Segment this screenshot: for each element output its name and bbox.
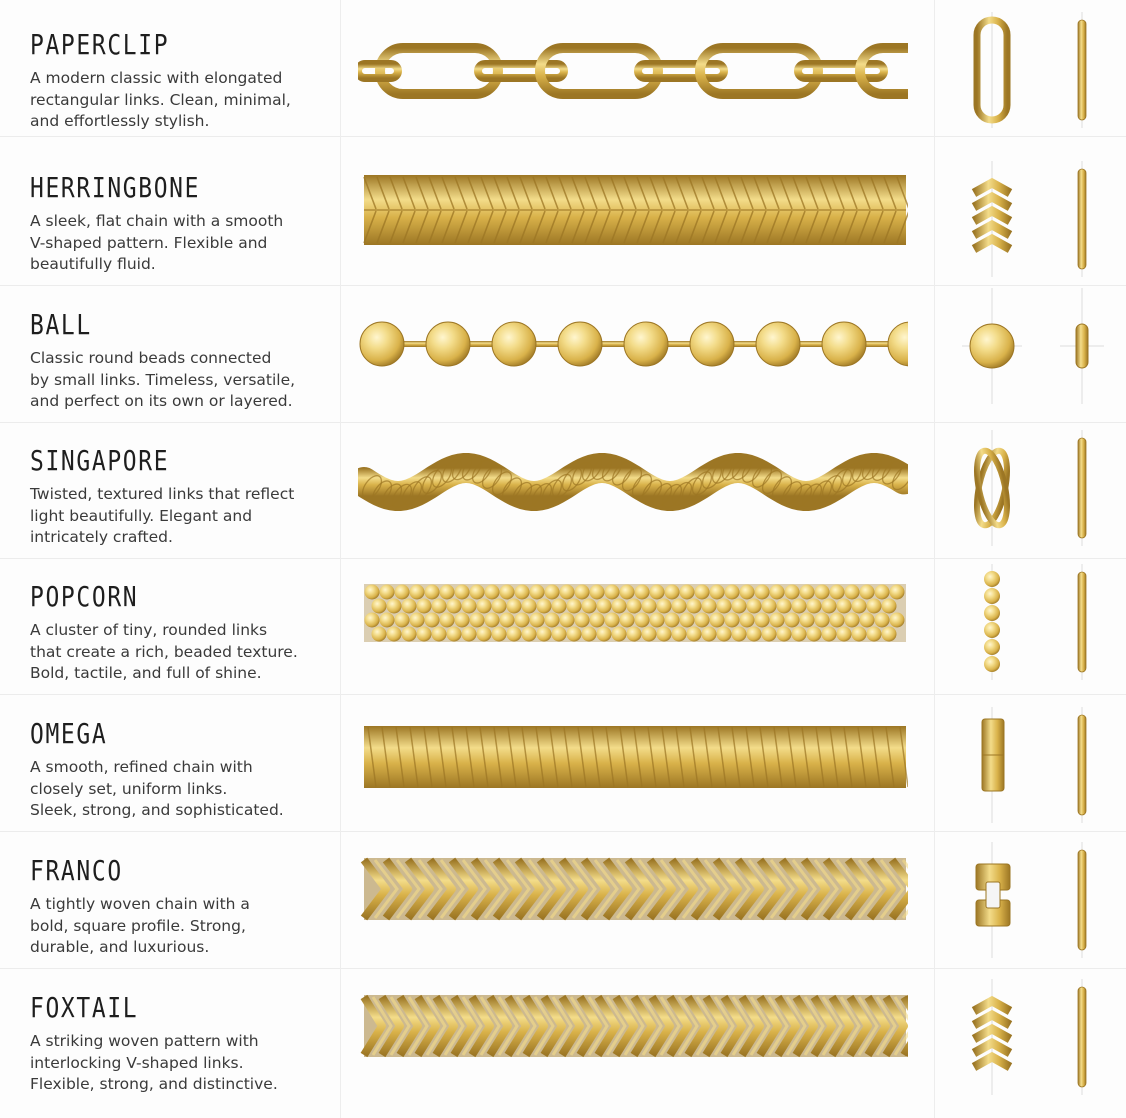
link-front-view-foxtail bbox=[962, 979, 1022, 1095]
link-side-view-ball bbox=[1060, 288, 1104, 404]
chain-info bbox=[30, 444, 330, 549]
chain-info bbox=[30, 308, 330, 413]
chain-description: Classic round beads connected by small links. Timeless, versatile, and perfect on its own or layered. bbox=[30, 349, 296, 410]
chain-row-franco bbox=[0, 832, 1126, 969]
link-side-view-foxtail bbox=[1060, 979, 1104, 1095]
chain-description: Twisted, textured links that reflect light beautifully. Elegant and intricately crafted. bbox=[30, 485, 295, 546]
chain-row-herringbone bbox=[0, 149, 1126, 286]
link-front-view-ball bbox=[962, 288, 1022, 404]
chain-name: OMEGA bbox=[30, 717, 108, 750]
chain-name: BALL bbox=[30, 308, 92, 341]
chain-illustration-franco bbox=[358, 846, 908, 936]
link-front-view-herringbone bbox=[962, 161, 1022, 277]
chain-info bbox=[30, 991, 330, 1096]
chain-row-omega bbox=[0, 695, 1126, 832]
chain-name: FRANCO bbox=[30, 854, 123, 887]
chain-info bbox=[30, 171, 330, 276]
chain-name: POPCORN bbox=[30, 580, 139, 613]
chain-row-popcorn bbox=[0, 558, 1126, 695]
chain-info bbox=[30, 854, 330, 959]
link-side-view-omega bbox=[1060, 707, 1104, 823]
chain-illustration-ball bbox=[358, 300, 908, 390]
link-front-view-omega bbox=[962, 707, 1022, 823]
chain-description: A tightly woven chain with a bold, square profile. Strong, durable, and luxurious. bbox=[30, 895, 250, 956]
chain-description: A sleek, flat chain with a smooth V-shaped pattern. Flexible and beautifully fluid. bbox=[30, 212, 284, 273]
link-side-view-herringbone bbox=[1060, 161, 1104, 277]
link-side-view-singapore bbox=[1060, 430, 1104, 546]
link-front-view-popcorn bbox=[962, 564, 1022, 680]
chain-illustration-omega bbox=[358, 711, 908, 801]
chain-illustration-foxtail bbox=[358, 983, 908, 1073]
chain-description: A cluster of tiny, rounded links that create a rich, beaded texture. Bold, tactile, and full of shine. bbox=[30, 621, 298, 682]
chain-illustration-herringbone bbox=[358, 173, 908, 263]
column-divider bbox=[340, 0, 341, 1118]
link-front-view-singapore bbox=[962, 430, 1022, 546]
chain-row-foxtail bbox=[0, 969, 1126, 1106]
link-front-view-paperclip bbox=[962, 12, 1022, 128]
chain-name: SINGAPORE bbox=[30, 444, 170, 477]
link-side-view-popcorn bbox=[1060, 564, 1104, 680]
chain-info bbox=[30, 717, 330, 822]
chain-info bbox=[30, 28, 330, 133]
link-side-view-franco bbox=[1060, 842, 1104, 958]
link-side-view-paperclip bbox=[1060, 12, 1104, 128]
chain-row-ball bbox=[0, 286, 1126, 423]
link-front-view-franco bbox=[962, 842, 1022, 958]
chain-name: PAPERCLIP bbox=[30, 28, 170, 61]
chain-illustration-popcorn bbox=[358, 574, 908, 664]
chain-description: A smooth, refined chain with closely set, uniform links. Sleek, strong, and sophisticated. bbox=[30, 758, 284, 819]
chain-description: A modern classic with elongated rectangular links. Clean, minimal, and effortlessly stylish. bbox=[30, 69, 291, 130]
chain-description: A striking woven pattern with interlocking V-shaped links. Flexible, strong, and distinctive. bbox=[30, 1032, 278, 1093]
chain-row-singapore bbox=[0, 422, 1126, 559]
chain-illustration-paperclip bbox=[358, 30, 908, 120]
chain-info bbox=[30, 580, 330, 685]
chain-row-paperclip bbox=[0, 0, 1126, 137]
chain-illustration-singapore bbox=[358, 437, 908, 527]
column-divider bbox=[934, 0, 935, 1118]
chain-name: FOXTAIL bbox=[30, 991, 139, 1024]
chain-name: HERRINGBONE bbox=[30, 171, 201, 204]
